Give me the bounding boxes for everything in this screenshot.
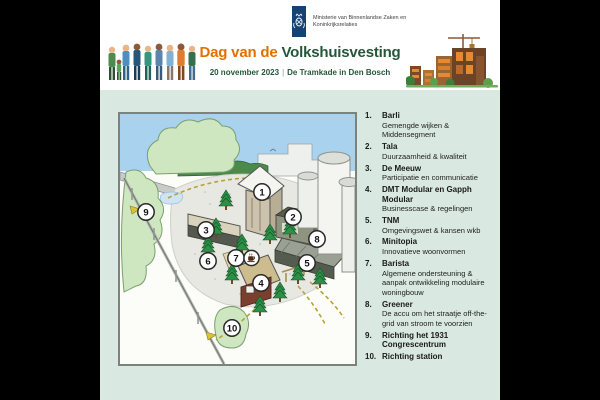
ministry-line2: Koninkrijksrelaties — [313, 22, 358, 29]
ministry-name — [313, 15, 406, 30]
legend-name: TNM — [382, 216, 400, 226]
marker-9 — [138, 204, 154, 220]
legend-number: 5. — [365, 216, 372, 226]
legend-name: Barista — [382, 258, 410, 268]
legend-description: De accu om het straatje off-the-grid van stroom te voorzien — [382, 309, 487, 329]
site-map — [118, 112, 357, 366]
marker-4 — [253, 275, 269, 291]
event-title — [160, 44, 440, 61]
svg-text:3: 3 — [203, 225, 209, 237]
svg-text:5: 5 — [304, 258, 310, 270]
legend-item — [365, 142, 495, 161]
title-green: Volkshuisvesting — [281, 44, 401, 61]
water-patch — [160, 192, 182, 204]
marker-7 — [228, 250, 244, 266]
flyer-content — [100, 0, 500, 400]
marker-1 — [254, 184, 270, 200]
legend-item — [365, 216, 495, 235]
svg-text:7: 7 — [233, 253, 239, 265]
event-subtitle — [160, 68, 440, 77]
legend-name: Greener — [382, 299, 413, 309]
site-map-drawing — [120, 114, 355, 364]
legend-name: DMT Modular en Gapph Modular — [382, 184, 472, 204]
marker-6 — [200, 253, 216, 269]
svg-text:1: 1 — [259, 187, 265, 199]
legend-number: 3. — [365, 163, 372, 173]
legend-number: 1. — [365, 111, 372, 120]
marker-2 — [285, 209, 301, 225]
legend-name: Barli — [382, 111, 400, 120]
svg-text:10: 10 — [226, 323, 238, 335]
svg-text:4: 4 — [258, 278, 264, 290]
legend-item — [365, 164, 495, 183]
svg-text:9: 9 — [143, 207, 149, 219]
legend-number: 6. — [365, 237, 372, 247]
legend-item — [365, 352, 495, 362]
header — [100, 0, 500, 90]
marker-8 — [309, 231, 325, 247]
legend-description: Omgevingswet & kansen wkb — [382, 225, 481, 235]
svg-text:2: 2 — [290, 212, 296, 224]
ministry-line1: Ministerie van Binnenlandse Zaken en — [313, 15, 407, 21]
legend-number: 10. — [365, 352, 377, 362]
event-location: De Tramkade in Den Bosch — [287, 68, 391, 77]
legend-description: Algemene ondersteuning & aanpak ontwikkeling modulaire woningbouw — [382, 268, 485, 297]
legend-item — [365, 111, 495, 140]
legend-number: 2. — [365, 142, 372, 152]
legend-item — [365, 300, 495, 329]
legend-description: Participatie en communicatie — [382, 173, 478, 183]
event-date: 20 november 2023 — [209, 68, 280, 77]
rijksoverheid-logo — [292, 0, 306, 37]
legend-description: Businesscase & regelingen — [382, 204, 473, 214]
legend-name: Richting het 1931 Congrescentrum — [382, 330, 449, 350]
people-illustration-icon — [104, 40, 200, 92]
legend-number: 4. — [365, 184, 372, 194]
legend-description: Innovatieve woonvormen — [382, 247, 466, 257]
legend-item — [365, 331, 495, 350]
marker-10 — [224, 320, 240, 336]
legend-name: Minitopia — [382, 237, 418, 247]
marker-5 — [299, 255, 315, 271]
marker-3 — [198, 222, 214, 238]
legend-item — [365, 237, 495, 256]
legend-name: Tala — [382, 142, 398, 152]
legend-number: 7. — [365, 258, 372, 268]
tree-mass-left — [121, 170, 163, 292]
subtitle-separator: | — [282, 68, 285, 77]
legend — [365, 111, 495, 364]
svg-text:6: 6 — [205, 256, 211, 268]
construction-illustration-icon — [406, 32, 498, 90]
legend-number: 9. — [365, 330, 372, 340]
legend-item — [365, 185, 495, 214]
legend-name: De Meeuw — [382, 163, 422, 173]
legend-number: 8. — [365, 299, 372, 309]
legend-description: Gemengde wijken & Middensegment — [382, 120, 450, 140]
svg-text:8: 8 — [314, 234, 320, 246]
coat-of-arms-icon — [292, 6, 306, 43]
legend-name: Richting station — [382, 352, 443, 362]
marker-coffee — [244, 250, 259, 265]
legend-description: Duurzaamheid & kwaliteit — [382, 151, 467, 161]
legend-item — [365, 259, 495, 298]
title-orange: Dag van de — [199, 44, 278, 61]
